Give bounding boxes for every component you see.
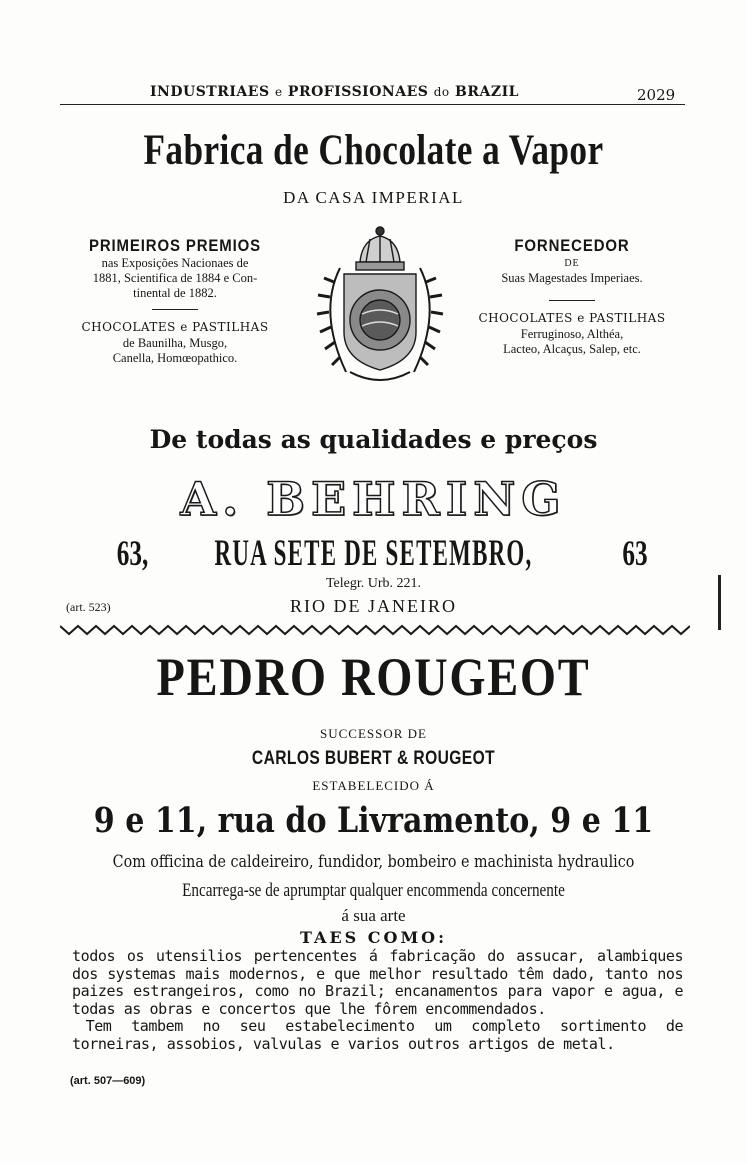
ad2-title: PEDRO ROUGEOT [156,647,591,707]
body-paragraph: Tem tambem no seu estabelecimento um completo sortimento de torneiras, assobios, valvulas e varios outros artigos de metal. [72,1017,684,1053]
right-sub-line: Lacteo, Alcaçus, Salep, etc. [503,342,641,356]
right-heading: FORNECEDOR [514,236,630,255]
right-subheading: CHOCOLATES e PASTILHAS [478,311,666,325]
left-rule [152,309,198,310]
header-divider [60,104,685,105]
address-street: RUA SETE DE SETEMBRO, [214,533,533,574]
qualities-line: De todas as qualidades e preços [149,425,598,454]
header-word: PROFISSIONAES [287,84,429,100]
established-line: ESTABELECIDO Á [312,778,435,793]
undertakes-line: Encarrega-se de aprumptar qualquer encommenda concernente [182,880,565,901]
ad1-reference: (art. 523) [66,600,111,614]
body-paragraph: todos os utensilios pertencentes á fabricação do assucar, alambiques dos systemas mais modernos, e que melhor resultado têm dado, tanto nos paizes estrangeiros, como no Brazil; encanamentos para vapor e agua, e todas as obras e concertos que lhe fôrem encommendados. [72,947,684,1018]
ad2-reference: (art. 507—609) [70,1075,146,1087]
page-number: 2029 [637,86,676,104]
running-header [150,84,519,100]
successor-line: SUCCESSOR DE [320,726,427,741]
header-word: BRAZIL [455,84,519,100]
zigzag-divider [60,622,690,638]
header-conj: e [274,85,283,99]
left-heading: PRIMEIROS PREMIOS [88,236,262,255]
firm-name: CARLOS BUBERT & ROUGEOT [251,748,496,769]
such-as-heading: TAES COMO: [300,928,447,947]
address-number: 63 [622,533,648,573]
right-line: Suas Magestades Imperiaes. [501,271,643,285]
telegraph-line: Telegr. Urb. 221. [325,576,422,591]
art-line: á sua arte [341,906,406,925]
margin-mark [717,575,723,630]
ad1-title: Fabrica de Chocolate a Vapor [143,127,604,174]
brand-name: A. BEHRING [180,472,567,526]
left-line: tinental de 1882. [133,286,217,300]
workshop-line: Com officina de caldeireiro, fundidor, bombeiro e machinista hydraulico [112,852,635,872]
address-number: 63, [116,533,149,573]
right-line: DE [564,258,580,269]
right-sub-line: Ferruginoso, Althéa, [520,327,624,341]
left-line: nas Exposições Nacionaes de [101,256,249,270]
imperial-crest-icon [300,222,460,392]
ad2-address: 9 e 11, rua do Livramento, 9 e 11 [93,800,654,841]
ad1-right-column [457,236,687,357]
left-sub-line: de Baunilha, Musgo, [122,336,228,350]
body-paragraphs [72,948,683,1053]
header-word: INDUSTRIAES [150,84,270,100]
ad1-left-column [60,236,290,366]
city-line: RIO DE JANEIRO [290,596,457,616]
left-subheading: CHOCOLATES e PASTILHAS [81,320,269,334]
right-rule [549,300,595,301]
left-sub-line: Canella, Homœopathico. [112,351,238,365]
left-line: 1881, Scientifica de 1884 e Con- [92,271,258,285]
header-prep: do [433,85,450,99]
ad1-subtitle: DA CASA IMPERIAL [283,188,464,207]
